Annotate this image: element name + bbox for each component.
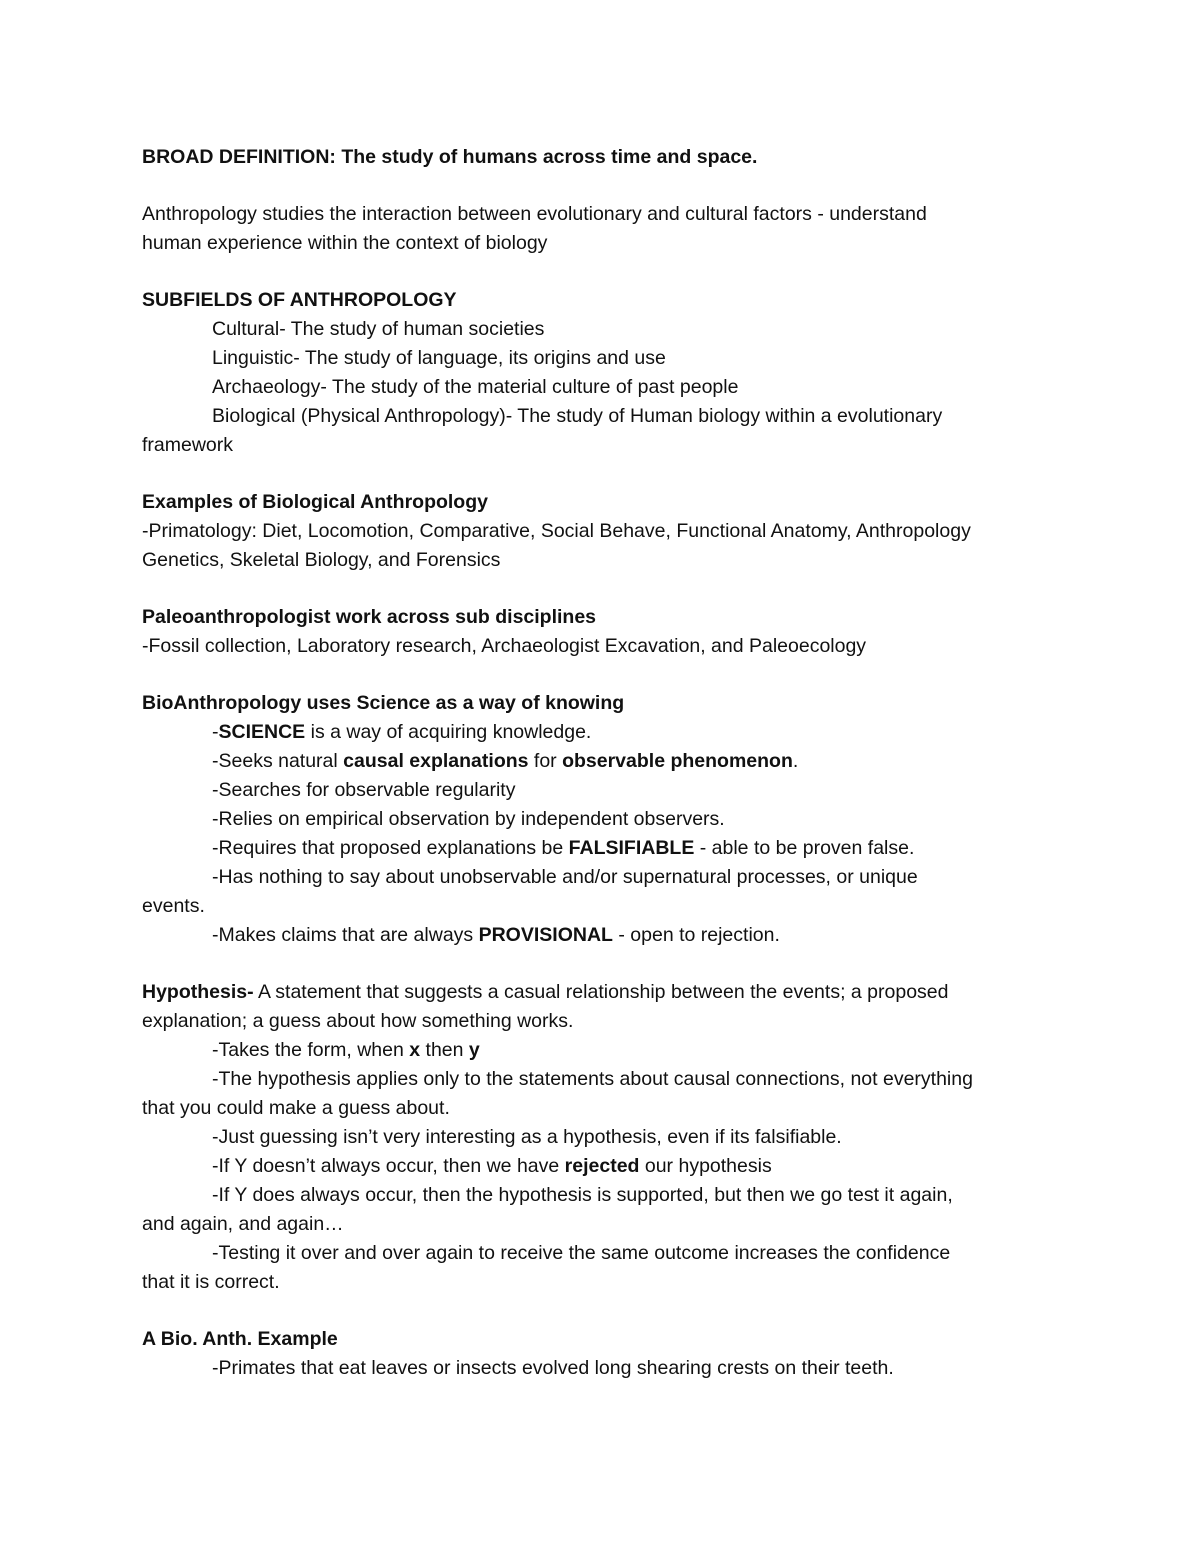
hypothesis-line-5: -If Y does always occur, then the hypothesis is supported, but then we go test it again,: [212, 1184, 953, 1206]
example-heading: A Bio. Anth. Example: [142, 1328, 338, 1350]
intro-line-2: human experience within the context of biology: [142, 232, 548, 254]
hypothesis-line-5-wrap: and again, and again…: [142, 1213, 344, 1235]
example-line: -Primates that eat leaves or insects evolved long shearing crests on their teeth.: [212, 1357, 894, 1379]
subfields-heading: SUBFIELDS OF ANTHROPOLOGY: [142, 289, 457, 311]
science-line-6-wrap: events.: [142, 895, 205, 917]
hypothesis-form: -Takes the form, when x then y: [212, 1039, 480, 1061]
paleo-heading: Paleoanthropologist work across sub disciplines: [142, 606, 597, 628]
science-line-6: -Has nothing to say about unobservable and/or supernatural processes, or unique: [212, 866, 918, 888]
broad-definition: [142, 145, 757, 169]
falsifiable-term: FALSIFIABLE: [568, 837, 695, 859]
science-line-5: -Requires that proposed explanations be FALSIFIABLE - able to be proven false.: [212, 837, 915, 859]
observable-phenomenon-term: observable phenomenon: [562, 750, 793, 772]
causal-explanations-term: causal explanations: [343, 750, 529, 772]
science-line-4: -Relies on empirical observation by independent observers.: [212, 808, 725, 830]
subfield-linguistic: Linguistic- The study of language, its origins and use: [212, 347, 666, 369]
provisional-term: PROVISIONAL: [478, 924, 613, 946]
paleo-line: -Fossil collection, Laboratory research, Archaeologist Excavation, and Paleoecology: [142, 635, 867, 657]
science-line-1: -SCIENCE is a way of acquiring knowledge.: [212, 721, 592, 743]
hypothesis-line-6: -Testing it over and over again to receive the same outcome increases the confidence: [212, 1242, 951, 1264]
variable-x: x: [409, 1039, 421, 1061]
examples-line-1: -Primatology: Diet, Locomotion, Comparative, Social Behave, Functional Anatomy, Anthropology: [142, 520, 971, 542]
examples-line-2: Genetics, Skeletal Biology, and Forensics: [142, 549, 501, 571]
hypothesis-line-6-wrap: that it is correct.: [142, 1271, 280, 1293]
subfield-biological: Biological (Physical Anthropology)- The study of Human biology within a evolutionary: [212, 405, 943, 427]
hypothesis-definition-wrap: explanation; a guess about how something works.: [142, 1010, 574, 1032]
hypothesis-line-3: -Just guessing isn’t very interesting as a hypothesis, even if its falsifiable.: [212, 1126, 842, 1148]
hypothesis-definition: Hypothesis- A statement that suggests a casual relationship between the events; a proposed: [142, 981, 949, 1003]
hypothesis-line-4: -If Y doesn’t always occur, then we have rejected our hypothesis: [212, 1155, 772, 1177]
definition-label: BROAD DEFINITION:: [142, 146, 336, 168]
subfield-cultural: Cultural- The study of human societies: [212, 318, 545, 340]
hypothesis-line-2: -The hypothesis applies only to the statements about causal connections, not everything: [212, 1068, 973, 1090]
intro-line-1: Anthropology studies the interaction between evolutionary and cultural factors - understand: [142, 203, 927, 225]
examples-heading: Examples of Biological Anthropology: [142, 491, 488, 513]
science-term: SCIENCE: [218, 721, 306, 743]
variable-y: y: [468, 1039, 480, 1061]
science-heading: BioAnthropology uses Science as a way of knowing: [142, 692, 625, 714]
subfield-archaeology: Archaeology- The study of the material culture of past people: [212, 376, 739, 398]
science-line-3: -Searches for observable regularity: [212, 779, 516, 801]
science-line-2: -Seeks natural causal explanations for observable phenomenon.: [212, 750, 799, 772]
hypothesis-line-2-wrap: that you could make a guess about.: [142, 1097, 450, 1119]
science-line-7: -Makes claims that are always PROVISIONAL - open to rejection.: [212, 924, 780, 946]
subfield-biological-wrap: framework: [142, 434, 234, 456]
definition-text: The study of humans across time and space.: [335, 146, 758, 168]
rejected-term: rejected: [564, 1155, 640, 1177]
hypothesis-term: Hypothesis-: [142, 981, 254, 1003]
